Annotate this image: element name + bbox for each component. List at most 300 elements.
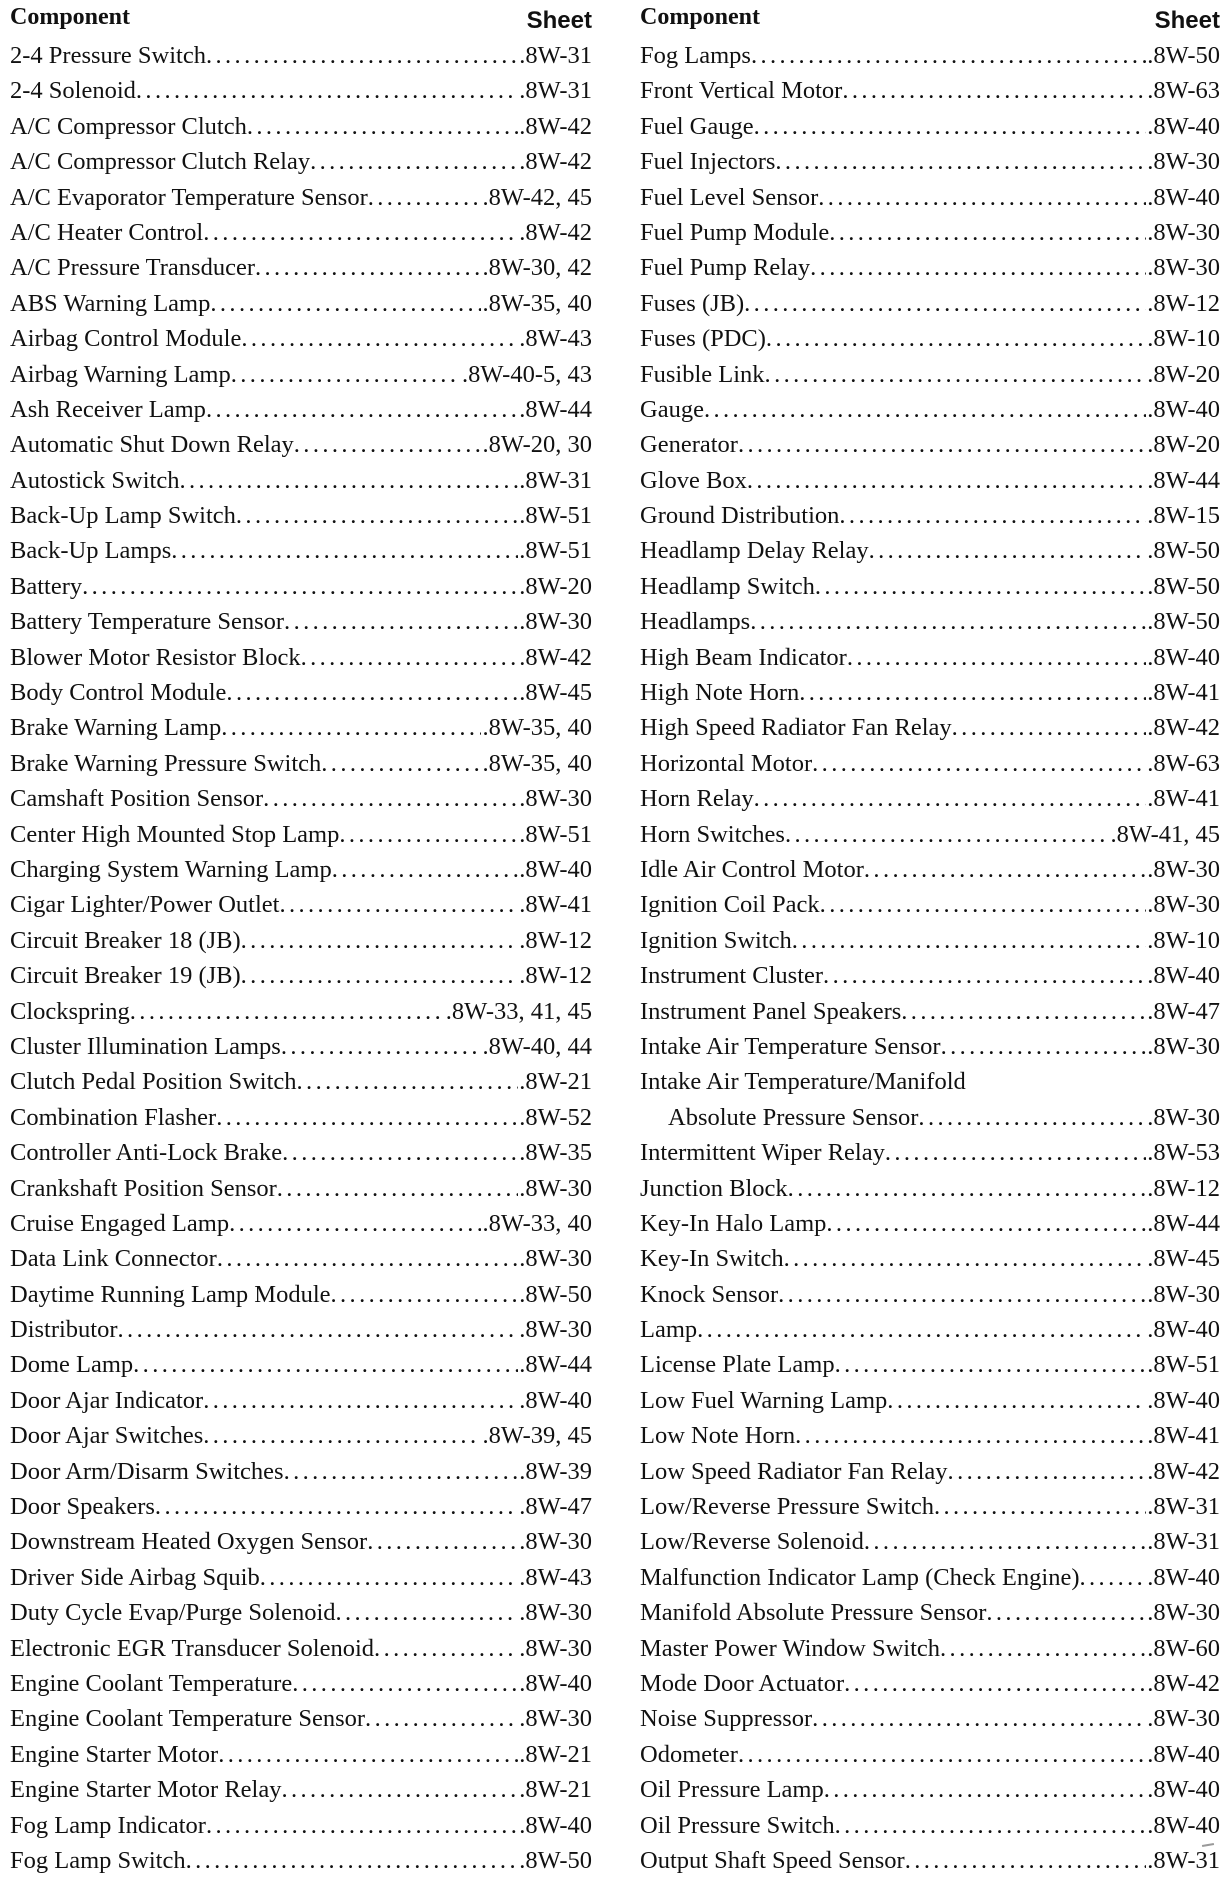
list-item [10, 640, 592, 675]
sheet-reference: .8W-21 [519, 1068, 592, 1096]
dot-leader [241, 321, 518, 356]
list-item [640, 994, 1220, 1029]
dot-leader [986, 1595, 1146, 1630]
dot-leader [206, 392, 518, 427]
sheet-reference: .8W-40 [519, 1386, 592, 1414]
list-item [10, 1206, 592, 1241]
list-item [640, 1524, 1220, 1559]
sheet-reference: .8W-52 [519, 1103, 592, 1131]
sheet-reference: .8W-43 [519, 325, 592, 353]
sheet-reference: .8W-30 [1147, 1705, 1220, 1733]
dot-leader [231, 357, 461, 392]
dot-leader [217, 1241, 518, 1276]
component-name: Automatic Shut Down Relay [10, 431, 294, 459]
component-name: Downstream Heated Oxygen Sensor [10, 1528, 368, 1556]
dot-leader [301, 640, 519, 675]
sheet-reference: .8W-42 [519, 218, 592, 246]
list-item [10, 1418, 592, 1453]
sheet-reference: .8W-31 [1147, 1846, 1220, 1874]
sheet-reference: .8W-43 [519, 1563, 592, 1591]
sheet-heading: Sheet [1154, 7, 1220, 34]
component-name: Brake Warning Lamp [10, 714, 222, 742]
dot-leader [812, 746, 1146, 781]
list-item [640, 498, 1220, 533]
sheet-reference: .8W-42, 45 [482, 183, 592, 211]
sheet-reference: .8W-30 [1147, 1280, 1220, 1308]
sheet-reference: .8W-42 [519, 643, 592, 671]
list-item [640, 817, 1220, 852]
left-column [10, 0, 592, 1878]
list-item [10, 1560, 592, 1595]
sheet-reference: .8W-30 [519, 785, 592, 813]
dot-leader [818, 180, 1146, 215]
component-name: Electronic EGR Transducer Solenoid [10, 1634, 375, 1662]
dot-leader [241, 958, 519, 993]
component-name: High Note Horn [640, 679, 800, 707]
component-name: Fog Lamps [640, 42, 751, 69]
dot-leader [297, 1064, 519, 1099]
sheet-reference: .8W-10 [1147, 926, 1220, 954]
list-item [10, 817, 592, 852]
dot-leader [332, 852, 518, 887]
sheet-reference: .8W-30 [1147, 855, 1220, 883]
component-name: Charging System Warning Lamp [10, 855, 332, 883]
dot-leader [918, 1100, 1146, 1135]
sheet-reference: .8W-30 [519, 1634, 592, 1662]
component-name: Back-Up Lamp Switch [10, 502, 236, 530]
sheet-reference: .8W-44 [1147, 466, 1220, 494]
sheet-reference: .8W-31 [1147, 1493, 1220, 1521]
dot-leader [339, 817, 518, 852]
dot-leader [203, 1383, 518, 1418]
dot-leader [799, 675, 1146, 710]
list-item [640, 463, 1220, 498]
sheet-reference: .8W-30 [1147, 218, 1220, 246]
list-item [10, 1808, 592, 1843]
list-item [640, 1489, 1220, 1524]
dot-leader [216, 1100, 518, 1135]
component-name: Fog Lamp Switch [10, 1846, 186, 1874]
dot-leader [738, 427, 1146, 462]
component-name: A/C Compressor Clutch [10, 112, 247, 140]
sheet-reference: .8W-40 [1147, 183, 1220, 211]
dot-leader [367, 1524, 518, 1559]
component-name: High Beam Indicator [640, 643, 847, 671]
component-name: Headlamps [640, 608, 751, 636]
component-name: Key-In Switch [640, 1245, 784, 1273]
dot-leader [952, 710, 1147, 745]
sheet-reference: .8W-47 [1147, 997, 1220, 1025]
sheet-reference: .8W-40 [1147, 962, 1220, 990]
list-item [640, 569, 1220, 604]
component-name: Manifold Absolute Pressure Sensor [640, 1599, 987, 1627]
list-item [10, 180, 592, 215]
dot-leader [155, 1489, 518, 1524]
component-name: Intermittent Wiper Relay [640, 1139, 885, 1167]
sheet-reference: .8W-30, 42 [482, 254, 592, 282]
list-item [640, 1347, 1220, 1382]
component-name: Headlamp Delay Relay [640, 537, 869, 565]
list-item [640, 1454, 1220, 1489]
sheet-reference: .8W-42 [519, 148, 592, 176]
component-name: Output Shaft Speed Sensor [640, 1846, 905, 1874]
list-item [640, 321, 1220, 356]
sheet-reference: .8W-40 [1147, 1740, 1220, 1768]
sheet-reference: .8W-51 [519, 502, 592, 530]
component-name: Door Ajar Indicator [10, 1386, 204, 1414]
component-name: Knock Sensor [640, 1280, 779, 1308]
sheet-reference: .8W-60 [1147, 1634, 1220, 1662]
dot-leader [754, 109, 1147, 144]
sheet-reference: .8W-41 [519, 891, 592, 919]
sheet-reference: .8W-30 [519, 1528, 592, 1556]
sheet-reference: .8W-30 [519, 1316, 592, 1344]
component-name: Airbag Control Module [10, 325, 242, 353]
list-item [640, 250, 1220, 285]
sheet-reference: .8W-12 [519, 926, 592, 954]
list-item [640, 1029, 1220, 1064]
dot-leader [815, 569, 1146, 604]
right-column [640, 0, 1220, 1878]
dot-leader [788, 1171, 1147, 1206]
dot-leader [292, 1666, 518, 1701]
dot-leader [835, 1347, 1147, 1382]
component-name: Daytime Running Lamp Module [10, 1280, 331, 1308]
component-name: Crankshaft Position Sensor [10, 1174, 277, 1202]
list-item [640, 357, 1220, 392]
component-name: Headlamp Switch [640, 572, 815, 600]
list-item [10, 1454, 592, 1489]
sheet-reference: .8W-20 [1147, 360, 1220, 388]
component-name: Idle Air Control Motor [640, 855, 864, 883]
dot-leader [279, 887, 518, 922]
component-heading: Component [10, 4, 131, 30]
list-item [10, 781, 592, 816]
dot-leader [206, 1808, 518, 1843]
dot-leader [282, 1135, 518, 1170]
sheet-reference: .8W-50 [1147, 608, 1220, 636]
component-name: A/C Compressor Clutch Relay [10, 148, 311, 176]
dot-leader [171, 533, 518, 568]
component-name: Engine Starter Motor Relay [10, 1776, 282, 1804]
dot-leader [869, 533, 1147, 568]
sheet-reference: .8W-40 [1147, 1776, 1220, 1804]
sheet-reference: .8W-12 [519, 962, 592, 990]
component-name: Door Ajar Switches [10, 1422, 204, 1450]
component-name: Lamp [640, 1316, 698, 1344]
dot-leader [792, 923, 1146, 958]
component-name: Low Fuel Warning Lamp [640, 1386, 888, 1414]
dot-leader [218, 1737, 518, 1772]
sheet-reference: .8W-30 [1147, 1599, 1220, 1627]
component-name: Cluster Illumination Lamps [10, 1032, 281, 1060]
component-name: Ignition Switch [640, 926, 792, 954]
sheet-reference: .8W-40 [1147, 1386, 1220, 1414]
list-item [640, 640, 1220, 675]
list-item [10, 1843, 592, 1878]
dot-leader [365, 1701, 518, 1736]
component-name: Fuel Gauge [640, 112, 754, 140]
sheet-reference: .8W-40 [519, 1669, 592, 1697]
dot-leader [203, 1418, 481, 1453]
sheet-reference: .8W-44 [519, 1351, 592, 1379]
component-name: Center High Mounted Stop Lamp [10, 820, 340, 848]
component-name: High Speed Radiator Fan Relay [640, 714, 952, 742]
list-item [10, 1277, 592, 1312]
component-name: Brake Warning Pressure Switch [10, 749, 322, 777]
component-name: Door Arm/Disarm Switches [10, 1457, 284, 1485]
sheet-reference: .8W-12 [1147, 289, 1220, 317]
dot-leader [284, 1454, 519, 1489]
sheet-reference: .8W-45 [519, 679, 592, 707]
list-item [10, 1100, 592, 1135]
component-name: Gauge [640, 395, 704, 423]
dot-leader [778, 1277, 1146, 1312]
list-item [640, 215, 1220, 250]
dot-leader [864, 1524, 1146, 1559]
component-name: Fuses (JB) [640, 289, 745, 317]
dot-leader [368, 180, 482, 215]
dot-leader [747, 463, 1146, 498]
component-name: Battery [10, 572, 83, 600]
component-name: Camshaft Position Sensor [10, 785, 264, 813]
component-name: Instrument Panel Speakers [640, 997, 902, 1025]
sheet-reference: .8W-30 [519, 1245, 592, 1273]
list-item [10, 533, 592, 568]
list-item [10, 38, 592, 73]
dot-leader [847, 640, 1146, 675]
dot-leader [331, 1277, 519, 1312]
sheet-reference: .8W-35, 40 [482, 714, 592, 742]
list-item [10, 569, 592, 604]
list-item [640, 923, 1220, 958]
component-name: 2-4 Solenoid [10, 77, 136, 105]
sheet-reference: .8W-50 [1147, 572, 1220, 600]
component-name: Horn Relay [640, 785, 754, 813]
component-name: Cruise Engaged Lamp [10, 1209, 230, 1237]
dot-leader [766, 321, 1146, 356]
list-item [10, 1171, 592, 1206]
list-item [10, 852, 592, 887]
sheet-reference: .8W-10 [1147, 325, 1220, 353]
sheet-reference: .8W-40 [1147, 643, 1220, 671]
component-name: Circuit Breaker 18 (JB) [10, 926, 241, 954]
dot-leader [130, 994, 445, 1029]
sheet-heading: Sheet [526, 7, 592, 34]
sheet-reference: .8W-15 [1147, 502, 1220, 530]
dot-leader [824, 1772, 1146, 1807]
sheet-reference: .8W-35 [519, 1139, 592, 1167]
list-item [10, 994, 592, 1029]
list-item [640, 1595, 1220, 1630]
list-item [10, 958, 592, 993]
list-item [640, 1171, 1220, 1206]
list-item [10, 1029, 592, 1064]
dot-leader [750, 604, 1146, 639]
list-item [640, 73, 1220, 108]
sheet-reference: .8W-44 [1147, 1209, 1220, 1237]
dot-leader [785, 817, 1109, 852]
sheet-reference: .8W-30 [1147, 148, 1220, 176]
component-name: Controller Anti-Lock Brake [10, 1139, 283, 1167]
sheet-reference: .8W-63 [1147, 77, 1220, 105]
sheet-reference: .8W-20 [519, 572, 592, 600]
component-name: Low/Reverse Pressure Switch [640, 1493, 934, 1521]
component-name: Cigar Lighter/Power Outlet [10, 891, 280, 919]
component-name: 2-4 Pressure Switch [10, 42, 206, 69]
list-item [10, 321, 592, 356]
dot-leader [784, 1241, 1147, 1276]
component-name: Distributor [10, 1316, 118, 1344]
sheet-reference: .8W-33, 40 [482, 1209, 592, 1237]
list-item [640, 1701, 1220, 1736]
dot-leader [948, 1454, 1147, 1489]
list-item [640, 109, 1220, 144]
dot-leader [795, 1418, 1146, 1453]
dot-leader [321, 746, 481, 781]
component-name: Horizontal Motor [640, 749, 813, 777]
component-name: Generator [640, 431, 738, 459]
sheet-reference: .8W-50 [1147, 537, 1220, 565]
component-name: Fuel Pump Relay [640, 254, 811, 282]
dot-leader [864, 852, 1146, 887]
dot-leader [1080, 1560, 1147, 1595]
list-item [10, 73, 592, 108]
list-item [10, 215, 592, 250]
component-name: Door Speakers [10, 1493, 155, 1521]
component-name: Clutch Pedal Position Switch [10, 1068, 297, 1096]
sheet-reference: .8W-40 [1147, 1316, 1220, 1344]
sheet-reference: .8W-30 [1147, 1103, 1220, 1131]
dot-leader [226, 675, 518, 710]
dot-leader [885, 1135, 1146, 1170]
sheet-reference: .8W-40 [519, 855, 592, 883]
list-item [640, 852, 1220, 887]
dot-leader [281, 1029, 482, 1064]
list-item [640, 710, 1220, 745]
sheet-reference: .8W-42 [1147, 714, 1220, 742]
sheet-reference: .8W-53 [1147, 1139, 1220, 1167]
list-item [640, 1666, 1220, 1701]
sheet-reference: .8W-31 [519, 466, 592, 494]
component-name: Intake Air Temperature/Manifold [640, 1068, 966, 1096]
component-name: Glove Box [640, 466, 747, 494]
list-item [640, 1631, 1220, 1666]
list-item [640, 958, 1220, 993]
component-name: Oil Pressure Lamp [640, 1776, 824, 1804]
sheet-reference: .8W-40-5, 43 [462, 360, 592, 388]
list-item [640, 604, 1220, 639]
sheet-reference: .8W-30 [1147, 891, 1220, 919]
dot-leader [336, 1595, 519, 1630]
component-name: Fusible Link [640, 360, 765, 388]
component-name: A/C Evaporator Temperature Sensor [10, 183, 368, 211]
list-item [10, 286, 592, 321]
list-item [640, 1135, 1220, 1170]
dot-leader [754, 781, 1147, 816]
component-name: Low/Reverse Solenoid [640, 1528, 864, 1556]
dot-leader [901, 994, 1146, 1029]
dot-leader [229, 1206, 481, 1241]
dot-leader [941, 1029, 1147, 1064]
component-name: Horn Switches [640, 820, 785, 848]
list-item [640, 675, 1220, 710]
left-column-header [10, 0, 592, 38]
dot-leader [186, 1843, 519, 1878]
component-name: License Plate Lamp [640, 1351, 835, 1379]
component-name: Malfunction Indicator Lamp (Check Engine) [640, 1563, 1080, 1591]
dot-leader [206, 38, 518, 73]
list-item [640, 1560, 1220, 1595]
sheet-reference: .8W-35, 40 [482, 289, 592, 317]
component-name: Engine Starter Motor [10, 1740, 219, 1768]
sheet-reference: .8W-44 [519, 395, 592, 423]
dot-leader [940, 1631, 1146, 1666]
component-name: Low Note Horn [640, 1422, 796, 1450]
dot-leader [263, 781, 518, 816]
dot-leader [844, 1666, 1146, 1701]
sheet-reference: .8W-50 [519, 1280, 592, 1308]
dot-leader [281, 1772, 518, 1807]
list-item [640, 1383, 1220, 1418]
list-item [10, 1524, 592, 1559]
component-name: Battery Temperature Sensor [10, 608, 285, 636]
component-name: Junction Block [640, 1174, 788, 1202]
list-item [10, 1347, 592, 1382]
list-item [640, 38, 1220, 73]
sheet-reference: .8W-21 [519, 1776, 592, 1804]
dot-leader [374, 1631, 518, 1666]
component-name: Circuit Breaker 19 (JB) [10, 962, 241, 990]
sheet-reference: .8W-40 [519, 1811, 592, 1839]
component-name: Clockspring [10, 997, 130, 1025]
dot-leader [812, 1701, 1146, 1736]
list-item [10, 1737, 592, 1772]
component-name: Ash Receiver Lamp [10, 395, 206, 423]
sheet-reference: .8W-40 [1147, 395, 1220, 423]
list-item [10, 604, 592, 639]
dot-leader [277, 1171, 518, 1206]
list-item [10, 1064, 592, 1099]
dot-leader [241, 923, 519, 958]
component-name: Master Power Window Switch [640, 1634, 941, 1662]
dot-leader [136, 73, 518, 108]
component-name: Front Vertical Motor [640, 77, 843, 105]
sheet-reference: .8W-20, 30 [482, 431, 592, 459]
sheet-reference: .8W-21 [519, 1740, 592, 1768]
dot-leader [839, 498, 1146, 533]
sheet-reference: .8W-30 [519, 608, 592, 636]
list-item [10, 357, 592, 392]
dot-leader [133, 1347, 518, 1382]
component-name: Ignition Coil Pack [640, 891, 820, 919]
list-item [10, 1631, 592, 1666]
list-item [10, 392, 592, 427]
component-name: Autostick Switch [10, 466, 180, 494]
sheet-reference: .8W-12 [1147, 1174, 1220, 1202]
sheet-reference: .8W-40, 44 [482, 1032, 592, 1060]
sheet-reference: .8W-41 [1147, 785, 1220, 813]
sheet-reference: .8W-41 [1147, 679, 1220, 707]
list-item [640, 1772, 1220, 1807]
list-item [10, 1772, 592, 1807]
sheet-reference: .8W-33, 41, 45 [445, 997, 592, 1025]
sheet-reference: .8W-51 [519, 537, 592, 565]
component-name: Fog Lamp Indicator [10, 1811, 206, 1839]
dot-leader [820, 887, 1147, 922]
component-name: Dome Lamp [10, 1351, 134, 1379]
dot-leader [179, 463, 518, 498]
